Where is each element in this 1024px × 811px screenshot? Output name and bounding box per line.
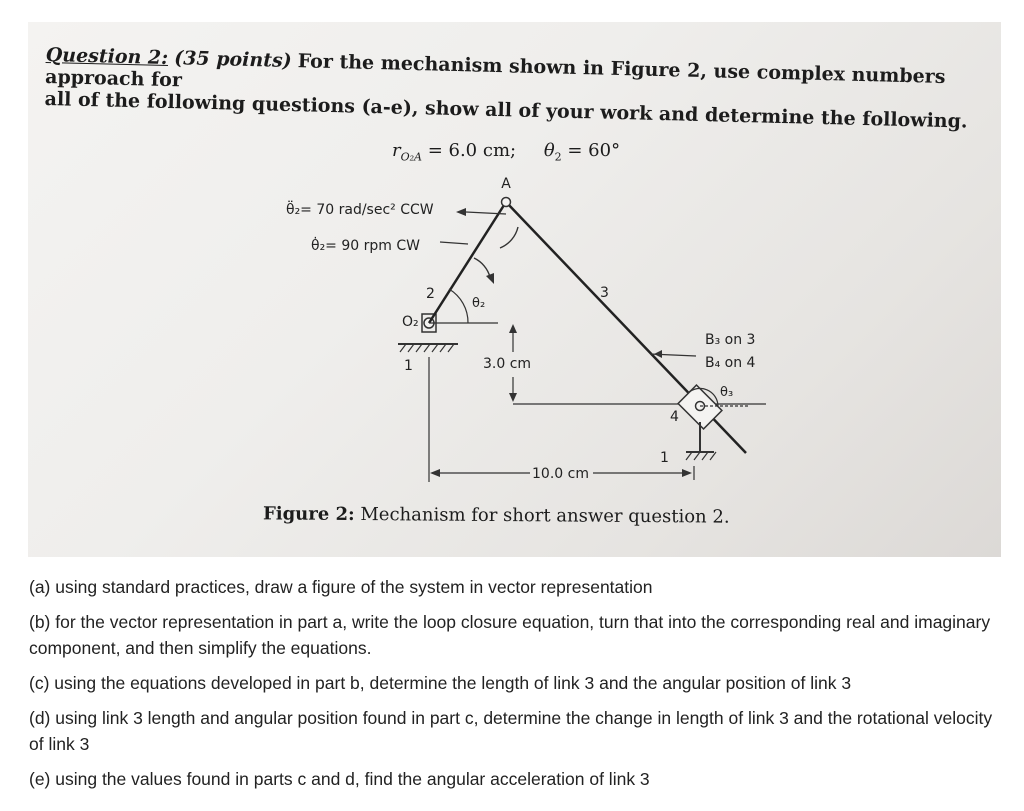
link-3-label: 3 — [600, 285, 609, 301]
point-a-label: A — [501, 176, 511, 192]
horiz-dim-label: 10.0 cm — [532, 466, 589, 482]
alpha-arc — [500, 227, 518, 248]
ground-1-left-label: 1 — [404, 358, 413, 374]
alpha-arrowhead — [456, 208, 466, 216]
question-parts — [29, 574, 1009, 801]
horiz-dim-arrow-left — [430, 469, 440, 477]
question-text-line1: For the mechanism shown in Figure 2, use complex numbers approach for — [44, 50, 946, 92]
omega-label: θ̇₂= 90 rpm CW — [311, 238, 420, 254]
given-theta: $\theta_2 = 60^\circ$ — [543, 140, 621, 164]
caption-label: Figure 2: — [262, 503, 355, 526]
question-text-line2: all of the following questions (a-e), show all of your work and determine the following. — [44, 87, 968, 133]
ground-b-hatch — [686, 452, 716, 460]
theta2-label: θ₂ — [472, 296, 486, 311]
question-points: (35 points) — [173, 47, 292, 73]
mechanism-figure — [28, 22, 1001, 557]
part-b: (b) for the vector representation in part a, write the loop closure equation, turn that into the corresponding real and imaginary component, and then simplify the equations. — [29, 612, 991, 658]
omega-arc — [474, 258, 490, 277]
b3-label: B₃ on 3 — [705, 332, 756, 348]
link-2 — [429, 202, 506, 323]
question-label: Question 2: — [45, 44, 169, 69]
part-a: (a) using standard practices, draw a figure of the system in vector representation — [29, 577, 653, 597]
question-photo — [28, 22, 1001, 557]
omega-arrowhead — [486, 273, 494, 284]
given-radius: $r_{O_2A} = 6.0$ cm; — [392, 140, 517, 164]
b4-label: B₄ on 4 — [705, 355, 756, 371]
link-4-label: 4 — [670, 409, 679, 425]
part-c: (c) using the equations developed in part b, determine the length of link 3 and the angular position of link 3 — [29, 673, 852, 693]
ground-1-right-label: 1 — [660, 450, 669, 466]
part-d: (d) using link 3 length and angular position found in part c, determine the change in length of link 3 and the rotational velocity of link 3 — [29, 708, 993, 754]
alpha-label: θ̈₂= 70 rad/sec² CCW — [286, 202, 434, 218]
vertical-dim-label: 3.0 cm — [483, 356, 532, 372]
pin-a — [502, 198, 511, 207]
theta2-arc — [449, 289, 468, 323]
pivot-o2-label: O₂ — [402, 314, 419, 330]
caption-text: Mechanism for short answer question 2. — [360, 504, 730, 528]
vertical-dim-arrow-bottom — [509, 393, 517, 402]
ground-o2 — [398, 344, 458, 352]
theta3-label: θ₃ — [720, 385, 734, 400]
figure-caption — [263, 503, 730, 527]
part-e: (e) using the values found in parts c and d, find the angular acceleration of link 3 — [29, 769, 650, 789]
omega-leader — [440, 242, 468, 244]
link-2-label: 2 — [426, 286, 435, 302]
vertical-dim-arrow-top — [509, 324, 517, 333]
horiz-dim-arrow-right — [682, 469, 692, 477]
